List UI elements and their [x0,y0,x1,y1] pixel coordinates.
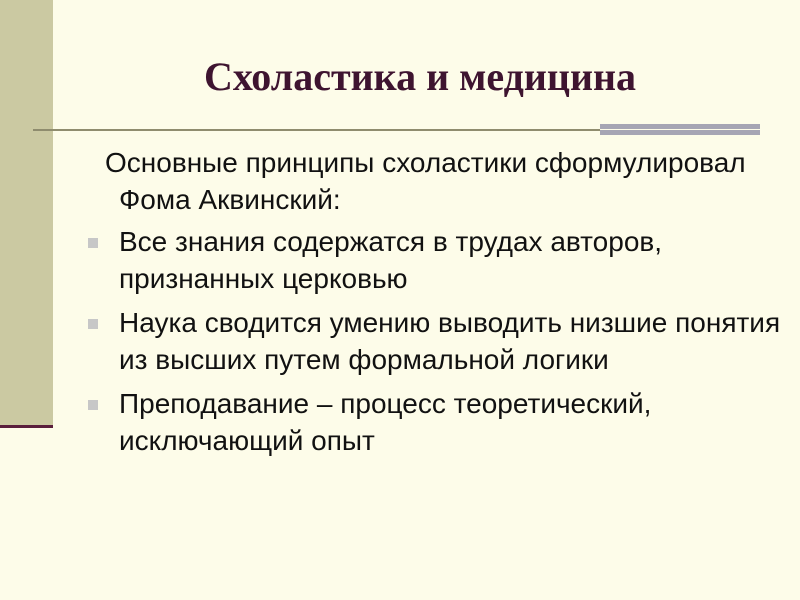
bullet-item [82,223,782,297]
bullet-list [82,223,782,459]
square-bullet-icon [88,238,98,248]
bullet-text: Все знания содержатся в трудах авторов, признанных церковью [119,226,663,294]
bullet-text: Преподавание – процесс теоретический, исключающий опыт [119,388,652,456]
intro-text: Основные принципы схоластики сформулировал Фома Аквинский: [105,147,746,215]
title-divider-accent-stripe [600,129,760,130]
bullet-item [82,304,782,378]
square-bullet-icon [88,400,98,410]
slide-title: Схоластика и медицина [203,54,637,99]
bullet-item [82,385,782,459]
bullet-text: Наука сводится умению выводить низшие понятия из высших путем формальной логики [119,307,781,375]
square-bullet-icon [88,319,98,329]
side-decoration-line [0,425,53,428]
slide-body [82,144,782,466]
side-decoration-bar [0,0,53,425]
